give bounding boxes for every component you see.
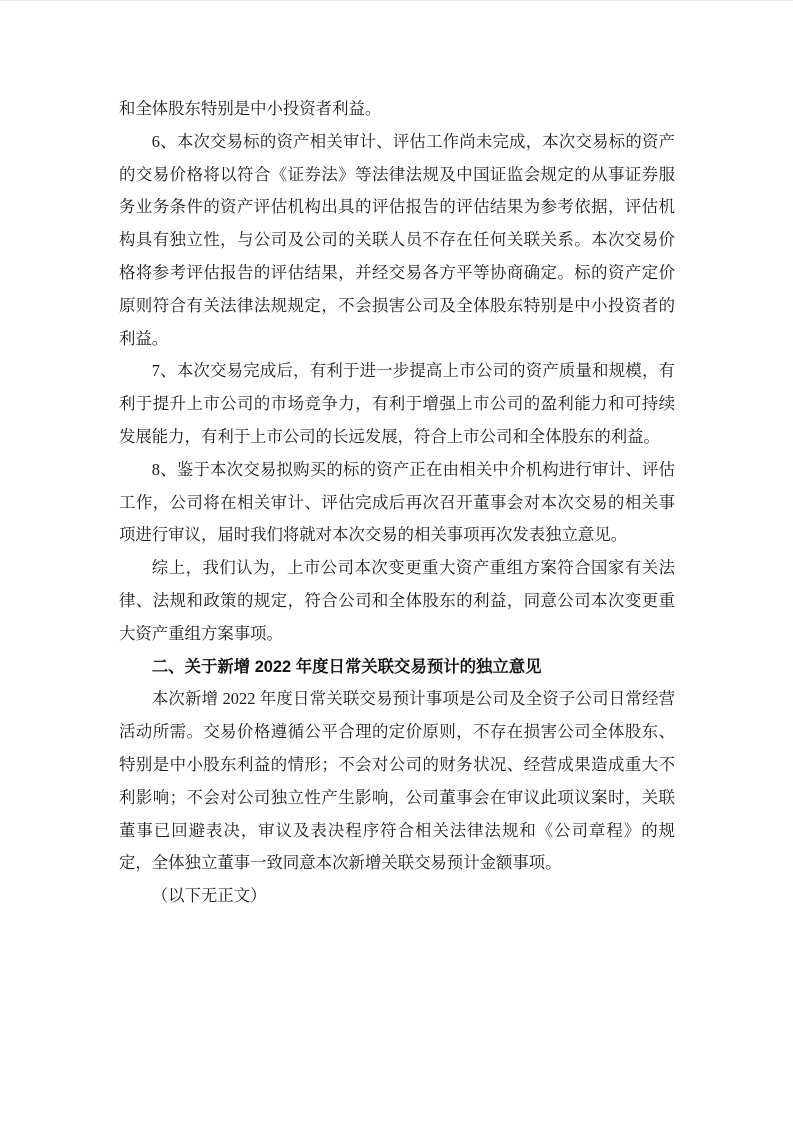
paragraph: 7、本次交易完成后，有利于进一步提高上市公司的资产质量和规模，有利于提升上市公司的市场竞争力，有利于增强上市公司的盈利能力和可持续发展能力，有利于上市公司的长远发展，符合上市公司和全体股东的利益。 (119, 361, 675, 446)
document-body (119, 93, 675, 913)
paragraph: 综上，我们认为，上市公司本次变更重大资产重组方案符合国家有关法律、法规和政策的规定，符合公司和全体股东的利益，同意公司本次变更重大资产重组方案事项。 (119, 558, 675, 643)
section-heading: 二、关于新增 2022 年度日常关联交易预计的独立意见 (151, 657, 542, 676)
paragraph: 和全体股东特别是中小投资者利益。 (119, 99, 382, 118)
paragraph: （以下无正文） (151, 886, 267, 906)
paragraph: 8、鉴于本次交易拟购买的标的资产正在由相关中介机构进行审计、评估工作，公司将在相关审计、评估完成后再次召开董事会对本次交易的相关事项进行审议，届时我们将就对本次交易的相关事项再次发表独立意见。 (119, 459, 675, 545)
paragraph: 本次新增 2022 年度日常关联交易预计事项是公司及全资子公司日常经营活动所需。交易价格遵循公平合理的定价原则，不存在损害公司全体股东、特别是中小股东利益的情形；不会对公司的财务状况、经营成果造成重大不利影响；不会对公司独立性产生影响，公司董事会在审议此项议案时，关联董事已回避表决，审议及表决程序符合相关法律法规和《公司章程》的规定，全体独立董事一致同意本次新增关联交易预计金额事项。 (119, 689, 675, 873)
paragraph: 6、本次交易标的资产相关审计、评估工作尚未完成，本次交易标的资产的交易价格将以符合《证券法》等法律法规及中国证监会规定的从事证券服务业务条件的资产评估机构出具的评估报告的评估结果为参考依据，评估机构具有独立性，与公司及公司的关联人员不存在任何关联关系。本次交易价格将参考评估报告的评估结果，并经交易各方平等协商确定。标的资产定价原则符合有关法律法规规定，不会损害公司及全体股东特别是中小投资者的利益。 (119, 131, 675, 348)
